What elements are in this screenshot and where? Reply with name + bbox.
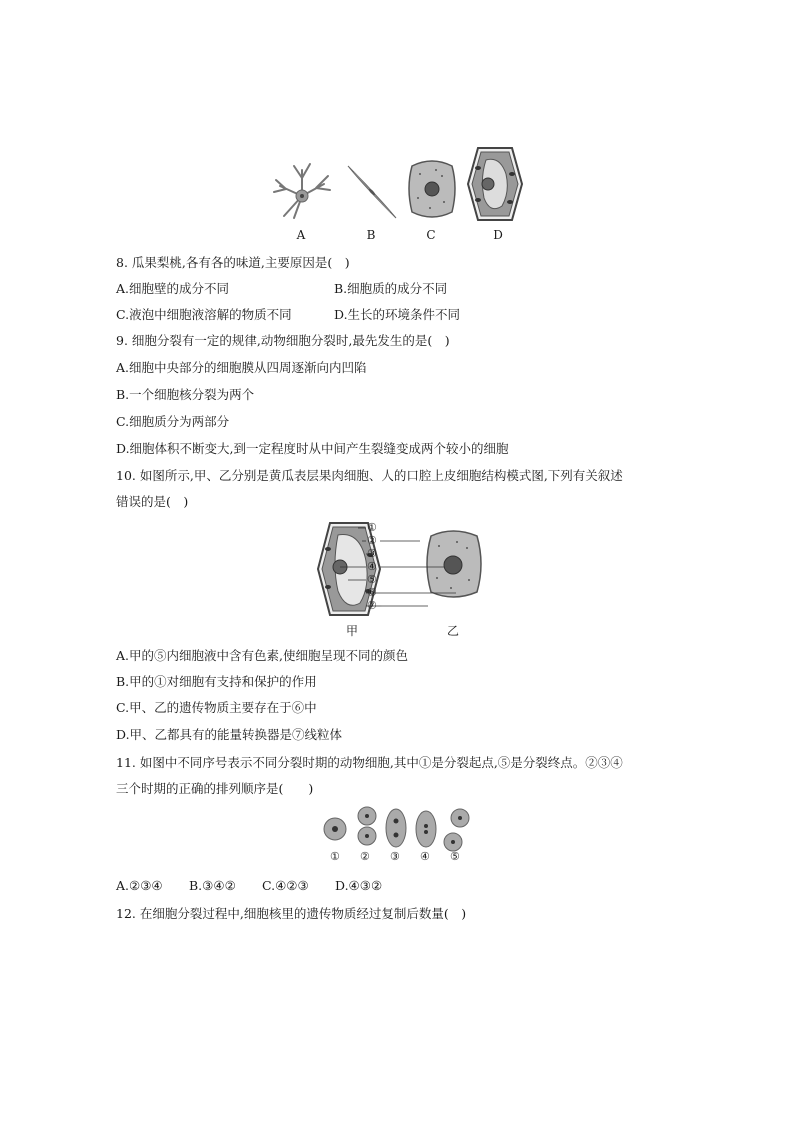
q9-option-b: B.一个细胞核分裂为两个 — [116, 387, 255, 402]
muscle-cell-image — [344, 162, 400, 222]
q11-option-c: C.④②③ — [262, 878, 309, 893]
q8-stem: 8. 瓜果梨桃,各有各的味道,主要原因是( ) — [116, 255, 350, 270]
q10-stem-line1: 10. 如图所示,甲、乙分别是黄瓜表层果肉细胞、人的口腔上皮细胞结构模式图,下列有关叙述 — [116, 468, 623, 483]
q10-label-2: ② — [367, 534, 377, 547]
q8-option-b: B.细胞质的成分不同 — [334, 281, 448, 296]
q10-caption-jia: 甲 — [346, 624, 359, 638]
figure-label-a: A — [296, 228, 306, 242]
q10-pointer-lines — [340, 524, 460, 614]
q10-option-a: A.甲的⑤内细胞液中含有色素,使细胞呈现不同的颜色 — [116, 648, 408, 663]
q10-label-6: ⑥ — [367, 586, 377, 599]
q11-label-3: ③ — [390, 850, 400, 863]
q12-stem: 12. 在细胞分裂过程中,细胞核里的遗传物质经过复制后数量( ) — [116, 906, 467, 921]
q10-label-7: ⑦ — [367, 599, 377, 612]
division-stage-1-image — [322, 816, 348, 842]
q8-option-a: A.细胞壁的成分不同 — [116, 281, 230, 296]
q11-option-d: D.④③② — [335, 878, 383, 893]
q11-label-2: ② — [360, 850, 370, 863]
figure-label-c: C — [426, 228, 436, 242]
q9-option-c: C.细胞质分为两部分 — [116, 414, 230, 429]
plant-cell-image — [466, 144, 524, 224]
division-stage-2-image — [355, 805, 379, 847]
figure-label-d: D — [493, 228, 503, 242]
q9-option-d: D.细胞体积不断变大,到一定程度时从中间产生裂缝变成两个较小的细胞 — [116, 441, 509, 456]
q10-caption-yi: 乙 — [447, 624, 460, 638]
q11-option-a: A.②③④ — [116, 878, 163, 893]
q9-stem: 9. 细胞分裂有一定的规律,动物细胞分裂时,最先发生的是( ) — [116, 333, 450, 348]
q10-option-c: C.甲、乙的遗传物质主要存在于⑥中 — [116, 700, 317, 715]
q11-option-b: B.③④② — [189, 878, 236, 893]
q11-label-5: ⑤ — [450, 850, 460, 863]
q11-stem-line2: 三个时期的正确的排列顺序是( ) — [116, 781, 314, 796]
q10-label-1: ① — [367, 521, 377, 534]
animal-cell-image — [406, 158, 458, 220]
q10-label-3: ③ — [367, 547, 377, 560]
q10-label-4: ④ — [367, 560, 377, 573]
q9-option-a: A.细胞中央部分的细胞膜从四周逐渐向内凹陷 — [116, 360, 367, 375]
q8-option-c: C.液泡中细胞液溶解的物质不同 — [116, 307, 292, 322]
figure-label-b: B — [366, 228, 376, 242]
q11-label-4: ④ — [420, 850, 430, 863]
division-stage-5-image — [443, 808, 469, 852]
neuron-cell-image — [272, 160, 332, 220]
q8-option-d: D.生长的环境条件不同 — [334, 307, 461, 322]
division-stage-3-image — [384, 807, 408, 849]
q10-option-b: B.甲的①对细胞有支持和保护的作用 — [116, 674, 317, 689]
division-stage-4-image — [414, 808, 438, 850]
q10-label-5: ⑤ — [367, 573, 377, 586]
q11-label-1: ① — [330, 850, 340, 863]
q10-stem-line2: 错误的是( ) — [116, 494, 189, 509]
q11-stem-line1: 11. 如图中不同序号表示不同分裂时期的动物细胞,其中①是分裂起点,⑤是分裂终点。②③④ — [116, 755, 623, 770]
q10-option-d: D.甲、乙都具有的能量转换器是⑦线粒体 — [116, 727, 343, 742]
